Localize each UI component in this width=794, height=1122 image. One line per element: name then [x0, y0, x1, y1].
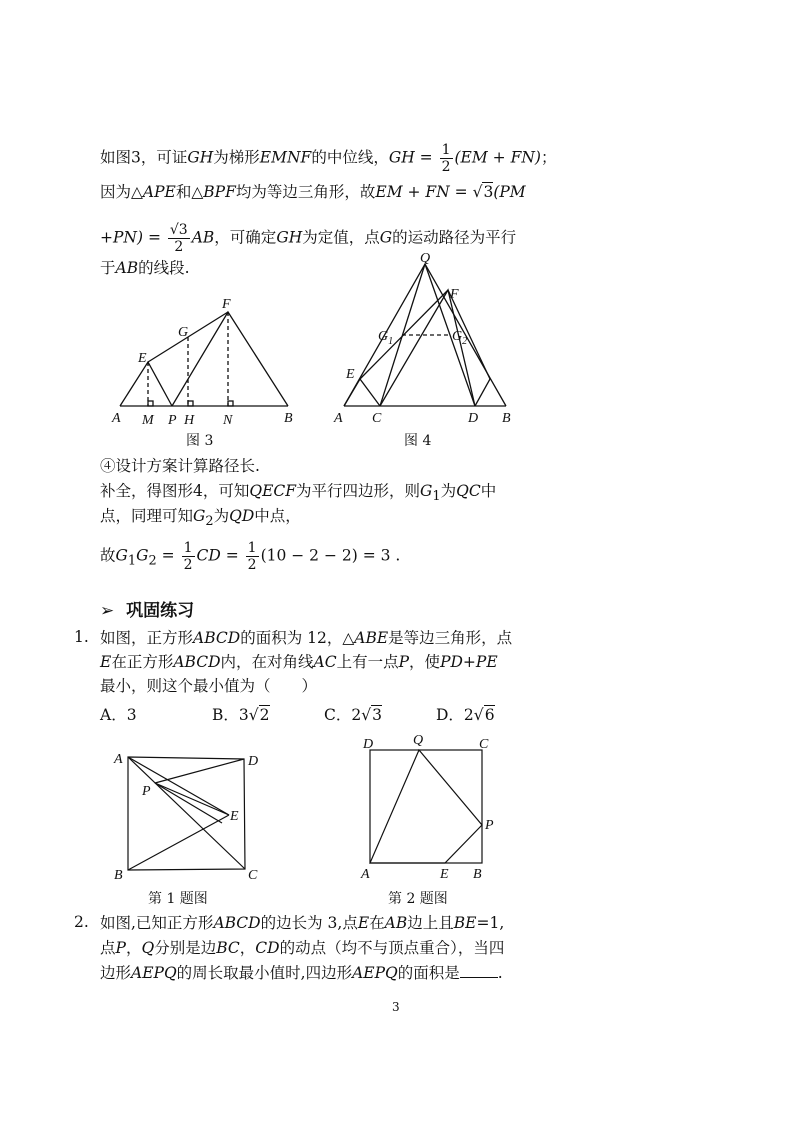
text: 补全，得图形4，可知	[100, 482, 250, 500]
text: +PN) =	[100, 228, 166, 247]
text: 内，在对角线	[220, 653, 314, 671]
text: 故	[100, 546, 116, 565]
text: 的动点（均不与顶点重合），当四	[279, 939, 505, 957]
text: G	[136, 546, 149, 565]
label-m: M	[142, 413, 154, 428]
triangle-ape	[120, 362, 172, 406]
text: 和△	[175, 183, 204, 201]
text: QC	[456, 482, 481, 500]
text: 边上且	[407, 914, 454, 932]
text: (PM	[493, 183, 526, 201]
text: 的中位线，	[311, 148, 389, 167]
q1-option-a[interactable]	[100, 703, 137, 725]
text: ABE	[354, 629, 389, 647]
label-b: B	[284, 411, 293, 426]
text: 中	[480, 482, 497, 500]
text: 如图,已知正方形	[100, 914, 214, 932]
text: P	[398, 653, 410, 671]
denominator: 2	[183, 557, 193, 573]
fig-q1-caption: 第 1 题图	[148, 891, 208, 907]
segment-p-ac	[155, 783, 222, 823]
q1-line3	[100, 676, 317, 696]
text: 的边长为 3,点	[260, 914, 358, 932]
para2-line2	[100, 481, 496, 507]
text: P	[115, 939, 126, 957]
text: ；	[540, 148, 557, 167]
text: 的面积为 12，△	[240, 629, 355, 647]
diagonal-ac	[128, 757, 245, 869]
subscript: 2	[148, 553, 157, 569]
text: AB	[115, 259, 139, 277]
label-g2-main: G	[452, 329, 463, 344]
label-a: A	[114, 752, 123, 767]
para1-line2	[100, 182, 526, 202]
text: 边形	[100, 964, 132, 982]
text: AEPQ	[131, 964, 177, 982]
text: EM + FN	[375, 183, 450, 201]
label-q: Q	[413, 733, 424, 748]
text: =	[414, 148, 438, 167]
segment-be	[128, 815, 229, 870]
text: GH	[276, 228, 303, 247]
text: 是等边三角形，点	[388, 629, 513, 647]
text: QECF	[249, 482, 297, 500]
label-n: N	[223, 413, 233, 428]
text: BC	[216, 939, 240, 957]
text: 点，同理可知	[100, 507, 194, 525]
radicand: 6	[484, 706, 495, 724]
denominator: 2	[247, 557, 257, 573]
text: = √	[449, 183, 483, 201]
label-a: A	[334, 411, 343, 426]
text: 点	[100, 939, 116, 957]
label-d: D	[468, 411, 479, 426]
label-a: A	[361, 867, 370, 882]
numerator: 1	[247, 540, 257, 556]
label-g1	[378, 329, 393, 347]
label-e: E	[440, 867, 449, 882]
label-c: C	[479, 737, 489, 752]
text: 的线段.	[138, 259, 190, 277]
text: ，	[125, 939, 142, 957]
text: BPF	[203, 183, 236, 201]
label-g2-sub: 2	[462, 336, 468, 347]
text: 为梯形	[213, 148, 260, 167]
q1-number: 1.	[74, 628, 89, 646]
text: .	[497, 964, 503, 982]
fig-q2-caption: 第 2 题图	[388, 891, 448, 907]
text: 的面积是	[397, 964, 460, 982]
label-f: F	[450, 287, 459, 302]
text: QD	[229, 507, 255, 525]
segment-pe	[155, 783, 229, 815]
q1-line2	[100, 652, 498, 672]
right-angle-h	[188, 401, 193, 406]
q1-option-b[interactable]: B．3√2	[212, 706, 270, 724]
figure-3	[110, 290, 310, 430]
label-d: D	[363, 737, 374, 752]
q2-line3	[100, 963, 503, 983]
text: ④设计方案计算路径长.	[100, 457, 260, 475]
fraction	[168, 222, 190, 255]
text: =1,	[476, 914, 505, 932]
para2-line3	[100, 506, 301, 532]
text: ABCD	[173, 653, 221, 671]
text: ABCD	[213, 914, 261, 932]
text: E	[100, 653, 112, 671]
fraction	[182, 540, 195, 573]
text: 在正方形	[111, 653, 174, 671]
numerator: √3	[169, 222, 188, 238]
label-g: G	[178, 325, 189, 340]
numerator: 1	[441, 142, 451, 158]
label-b: B	[502, 411, 511, 426]
text: 的运动路径为平行	[392, 228, 517, 247]
q1-option-c[interactable]: C．2√3	[324, 706, 382, 724]
text: G	[379, 228, 393, 247]
label-e: E	[138, 351, 147, 366]
option-text: A．3	[100, 706, 137, 724]
label-g1-main: G	[378, 329, 389, 344]
denominator: 2	[174, 239, 184, 255]
section-title: 巩固练习	[126, 601, 195, 621]
label-f: F	[222, 297, 231, 312]
fig4-caption: 图 4	[404, 433, 432, 449]
text: EMNF	[259, 148, 312, 167]
text: (10 − 2 − 2) = 3 .	[260, 546, 401, 565]
subscript: 2	[205, 514, 214, 530]
subscript: 1	[127, 553, 137, 569]
label-p: P	[168, 413, 177, 428]
text: CD =	[196, 546, 244, 565]
text: 如图，正方形	[100, 629, 194, 647]
para2-line4	[100, 540, 400, 573]
label-a: A	[112, 411, 121, 426]
q2-line1	[100, 913, 504, 933]
numerator: 1	[183, 540, 193, 556]
q1-line1	[100, 628, 512, 648]
label-g2	[452, 329, 467, 347]
fig3-caption: 图 3	[186, 433, 214, 449]
option-text: C．2	[324, 706, 362, 724]
text: 上有一点	[336, 653, 399, 671]
text: 如图3，可证	[100, 148, 188, 167]
radicand: 2	[259, 706, 270, 724]
label-h: H	[184, 413, 195, 428]
para2-step	[100, 456, 260, 476]
text: ，	[239, 939, 256, 957]
triangle-bpf	[172, 312, 288, 406]
arrow-icon: ➢	[100, 601, 115, 621]
text: ，使	[409, 653, 441, 671]
quadrilateral-aepq	[370, 750, 482, 863]
text: 于	[100, 259, 116, 277]
text: G	[420, 482, 433, 500]
denominator: 2	[441, 159, 451, 175]
text: 为平行四边形，则	[296, 482, 421, 500]
label-c: C	[372, 411, 382, 426]
label-b: B	[114, 868, 123, 883]
q1-option-d[interactable]: D．2√6	[436, 706, 495, 724]
text: 为	[440, 482, 457, 500]
text: =	[156, 546, 180, 565]
section-heading	[100, 596, 194, 621]
text: 因为△	[100, 183, 143, 201]
subscript: 1	[432, 489, 441, 505]
label-d: D	[248, 754, 259, 769]
text: GH	[187, 148, 214, 167]
text: ，可确定	[214, 228, 277, 247]
text: 为定值，点	[302, 228, 380, 247]
label-e: E	[346, 367, 355, 382]
radicand: 3	[372, 706, 382, 724]
text: APE	[142, 183, 176, 201]
segment-pd	[155, 759, 244, 783]
text: 分别是边	[154, 939, 217, 957]
fraction	[440, 142, 453, 175]
label-e: E	[230, 809, 239, 824]
text: G	[115, 546, 128, 565]
text: GH	[388, 148, 415, 167]
q2-line2	[100, 938, 504, 958]
label-p: P	[142, 784, 151, 799]
label-p: P	[485, 818, 494, 833]
text: ABCD	[193, 629, 241, 647]
para1-line4	[100, 258, 190, 278]
label-g1-sub: 1	[388, 336, 394, 347]
right-angle-n	[228, 401, 233, 406]
text: AC	[313, 653, 337, 671]
text: 中点，	[254, 507, 301, 525]
text: (EM + FN)	[454, 148, 541, 167]
page-number: 3	[392, 1000, 400, 1014]
text: AB	[384, 914, 408, 932]
text: 为	[213, 507, 230, 525]
text: Q	[141, 939, 155, 957]
text: 的周长取最小值时,四边形	[176, 964, 353, 982]
para1-line1	[100, 142, 556, 175]
fraction	[246, 540, 259, 573]
text: 3	[483, 183, 494, 201]
text: 在	[369, 914, 385, 932]
answer-blank[interactable]	[460, 963, 498, 978]
q2-number: 2.	[74, 913, 89, 931]
option-text: D．2	[436, 706, 474, 724]
figure-q1	[110, 745, 270, 885]
text: E	[357, 914, 370, 932]
segment-d-right	[475, 379, 490, 406]
text: CD	[255, 939, 280, 957]
text: PD+PE	[440, 653, 498, 671]
option-text: B．3	[212, 706, 249, 724]
label-q: Q	[420, 251, 431, 266]
text: AEPQ	[352, 964, 398, 982]
square-abcd	[370, 750, 482, 863]
figure-q2	[355, 728, 515, 882]
text: AB	[191, 228, 215, 247]
text: 均为等边三角形，故	[235, 183, 376, 201]
label-c: C	[248, 868, 258, 883]
text: G	[193, 507, 206, 525]
right-angle-m	[148, 401, 153, 406]
text: 最小，则这个最小值为（ ）	[100, 677, 318, 695]
triangle-cfd	[380, 290, 475, 406]
label-b: B	[473, 867, 482, 882]
text: BE	[453, 914, 477, 932]
figure-4	[330, 250, 530, 426]
